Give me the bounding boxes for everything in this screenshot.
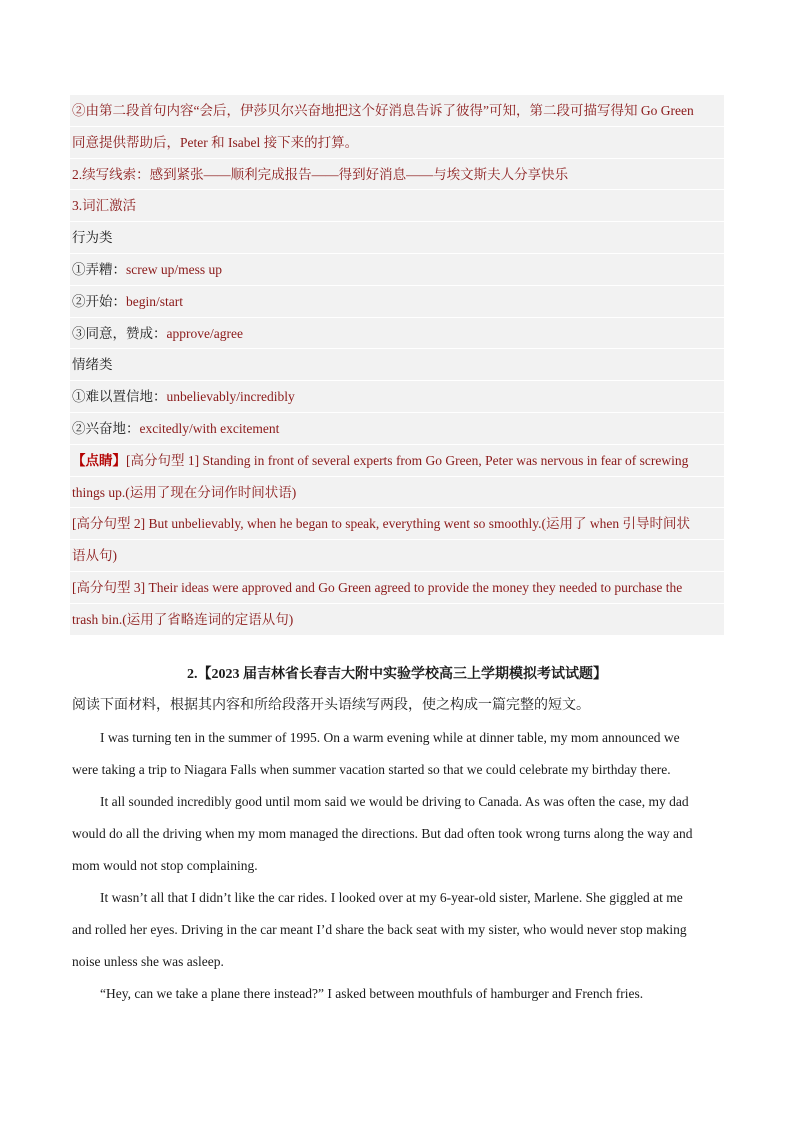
sentence-text: [高分句型 2] But unbelievably, when he began to speak, everything went so smoothly.(运用了 when 引导时间状 xyxy=(70,508,724,540)
passage-line: would do all the driving when my mom managed the directions. But dad often took wrong turns along the way and xyxy=(72,826,693,841)
question-section xyxy=(72,660,722,1010)
category-emotion: 情绪类 xyxy=(70,349,724,381)
vocab-label: ②兴奋地： xyxy=(72,420,140,436)
writing-clue: 2.续写线索：感到紧张——顺利完成报告——得到好消息——与埃文斯夫人分享快乐 xyxy=(70,159,724,191)
passage-line: It wasn’t all that I didn’t like the car rides. I looked over at my 6-year-old sister, Marlene. She giggled at me xyxy=(100,890,683,905)
passage-line: and rolled her eyes. Driving in the car meant I’d share the back seat with my sister, who would never stop making xyxy=(72,922,687,937)
vocab-label: ①难以置信地： xyxy=(72,389,167,405)
sentence-text: [高分句型 3] Their ideas were approved and Go Green agreed to provide the money they needed to purchase the xyxy=(70,572,724,604)
vocab-value: excitedly/with excitement xyxy=(139,420,280,436)
passage xyxy=(72,722,722,1010)
question-instruction: 阅读下面材料，根据其内容和所给段落开头语续写两段，使之构成一篇完整的短文。 xyxy=(72,698,590,713)
passage-line: mom would not stop complaining. xyxy=(72,858,258,873)
tip-tag: 【点睛】 xyxy=(72,452,126,468)
category-behavior: 行为类 xyxy=(70,222,724,254)
analysis-line: ②由第二段首句内容“会后，伊莎贝尔兴奋地把这个好消息告诉了彼得”可知，第二段可描写得知 Go Green xyxy=(70,95,724,127)
passage-line: were taking a trip to Niagara Falls when summer vacation started so that we could celebrate my birthday there. xyxy=(72,762,671,777)
analysis-line: 同意提供帮助后，Peter 和 Isabel 接下来的打算。 xyxy=(70,127,724,159)
question-heading: 2.【2023 届吉林省长春吉大附中实验学校高三上学期模拟考试试题】 xyxy=(187,667,607,682)
vocab-value: begin/start xyxy=(126,293,183,309)
vocab-item xyxy=(70,413,724,445)
vocab-label: ③同意，赞成： xyxy=(72,325,167,341)
vocab-item xyxy=(70,286,724,318)
vocab-title: 3.词汇激活 xyxy=(70,190,724,222)
sentence-text: things up.(运用了现在分词作时间状语) xyxy=(70,477,724,509)
analysis-section xyxy=(70,95,724,636)
passage-line: It all sounded incredibly good until mom said we would be driving to Canada. As was often the case, my dad xyxy=(100,794,689,809)
vocab-value: unbelievably/incredibly xyxy=(166,389,295,405)
vocab-label: ①弄糟： xyxy=(72,261,126,277)
passage-line: “Hey, can we take a plane there instead?” I asked between mouthfuls of hamburger and French fries. xyxy=(100,986,644,1001)
vocab-value: screw up/mess up xyxy=(126,261,222,277)
vocab-item xyxy=(70,381,724,413)
sentence-pattern xyxy=(70,445,724,477)
vocab-item xyxy=(70,254,724,286)
sentence-text: 语从句) xyxy=(70,540,724,572)
vocab-label: ②开始： xyxy=(72,293,126,309)
passage-line: I was turning ten in the summer of 1995. On a warm evening while at dinner table, my mom announced we xyxy=(100,730,680,745)
vocab-item xyxy=(70,318,724,350)
vocab-value: approve/agree xyxy=(166,325,243,341)
sentence-text: trash bin.(运用了省略连词的定语从句) xyxy=(70,604,724,636)
sentence-text: [高分句型 1] Standing in front of several experts from Go Green, Peter was nervous in fear of screwing xyxy=(126,452,689,468)
passage-line: noise unless she was asleep. xyxy=(72,954,224,969)
